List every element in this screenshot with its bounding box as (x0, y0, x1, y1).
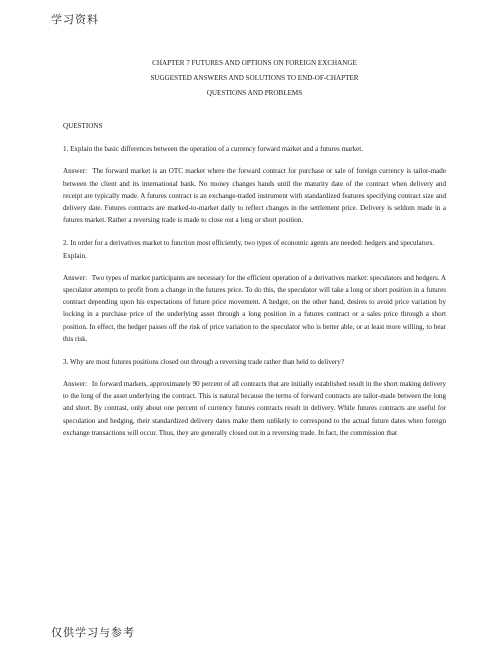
answer-label: Answer: (63, 167, 88, 176)
footer-watermark: 仅供学习与参考 (51, 626, 135, 639)
answer-3 (63, 378, 446, 439)
answer-text: In forward markets, approximately 90 percent of all contracts that are initially established result in the short making delivery to the long of the asset underlying the contract. This is natural because the terms of forward contracts are tailor-made between the long and short. By contrast, only about one percent of currency futures contracts result in delivery. While futures contracts are useful for speculation and hedging, their standardized delivery dates make them unlikely to correspond to the actual future dates when foreign exchange transactions will occur. Thus, they are generally closed out in a reversing trade. In fact, the commission that (63, 380, 446, 437)
chapter-subtitle: SUGGESTED ANSWERS AND SOLUTIONS TO END-OF-CHAPTER (150, 74, 359, 83)
answer-2 (63, 272, 446, 345)
question-3: 3. Why are most futures positions closed out through a reversing trade rather than held to delivery? (63, 357, 344, 366)
answer-1 (63, 165, 446, 226)
answer-label: Answer: (63, 273, 88, 282)
answer-text: The forward market is an OTC market where the forward contract for purchase or sale of foreign currency is tailor-made between the client and its international bank. No money changes hands until the maturity date of the contract when delivery and receipt are typically made. A futures contract is an exchange-traded instrument with standardized features specifying contract size and delivery date. Futures contracts are marked-to-market daily to reflect changes in the settlement price. Delivery is seldom made in a futures market. Rather a reversing trade is made to close out a long or short position. (63, 167, 446, 225)
section-heading: QUESTIONS (63, 122, 103, 131)
chapter-title-block (63, 56, 446, 101)
chapter-title: CHAPTER 7 FUTURES AND OPTIONS ON FOREIGN EXCHANGE (152, 59, 357, 67)
header-watermark: 学习资料 (51, 13, 99, 26)
document-body (63, 54, 446, 439)
question-2: 2. In order for a derivatives market to function most efficiently, two types of economic agents are needed: hedgers and speculators. Explain. (63, 239, 435, 260)
chapter-subtitle-2: QUESTIONS AND PROBLEMS (206, 89, 303, 98)
answer-label: Answer: (63, 380, 88, 389)
answer-text: Two types of market participants are necessary for the efficient operation of a derivatives market: speculators and hedgers. A speculator attempts to profit from a change in the futures price. To do this, the speculator will take a long or short position in a futures contract depending upon his expectations of future price movement. A hedger, on the other hand, desires to avoid price variation by locking in a purchase price of the underlying asset through a long position in a futures contract or a sales price through a short position. In effect, the hedger passes off the risk of price variation to the speculator who is better able, or at least more willing, to bear this risk. (63, 273, 446, 343)
question-1: 1. Explain the basic differences between the operation of a currency forward market and a futures market. (63, 145, 364, 154)
